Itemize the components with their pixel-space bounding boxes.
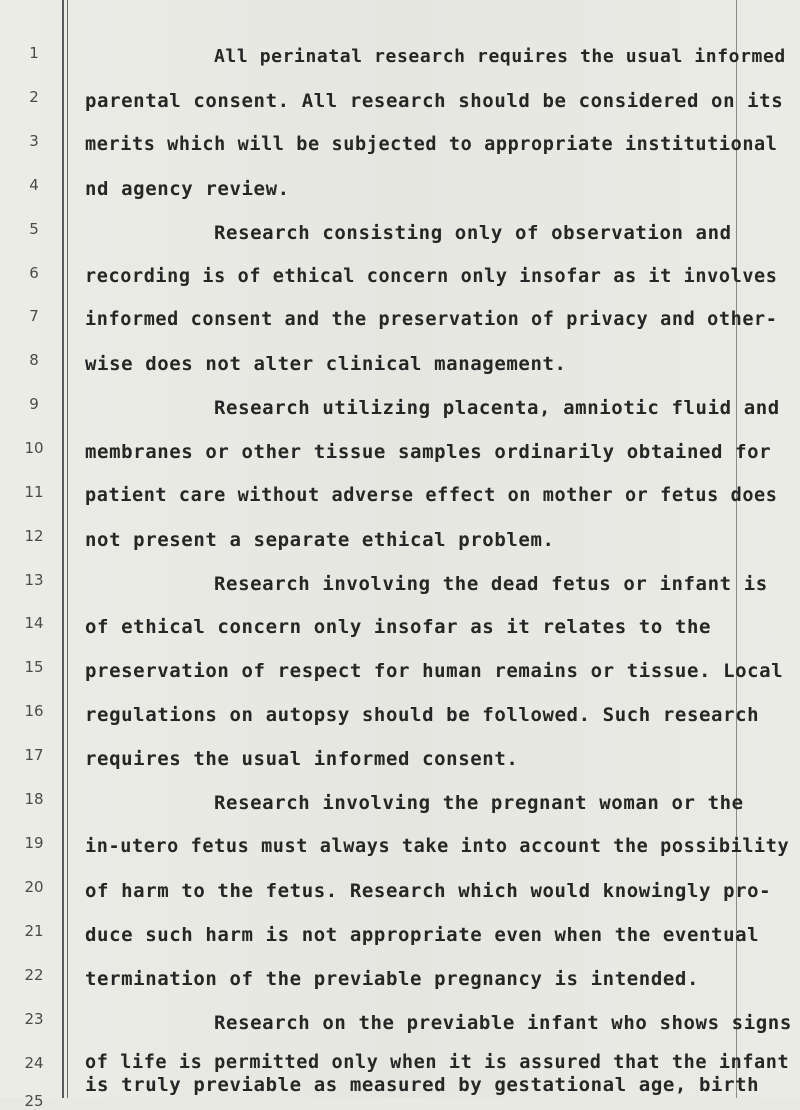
text-line: Research utilizing placenta, amniotic fluid and (214, 397, 780, 419)
line-number: 24 (24, 1054, 44, 1072)
left-margin-rule-inner (67, 0, 68, 1098)
text-line: regulations on autopsy should be followed. Such research (85, 704, 760, 726)
line-number: 19 (24, 834, 44, 852)
line-number: 25 (24, 1092, 44, 1110)
text-line: Research consisting only of observation and (214, 222, 732, 244)
text-line: nd agency review. (85, 178, 290, 200)
text-line: patient care without adverse effect on mother or fetus does (85, 485, 778, 506)
left-margin-rule (62, 0, 64, 1098)
text-line: Research on the previable infant who shows signs (214, 1012, 792, 1034)
line-number: 3 (29, 132, 39, 150)
line-number: 21 (24, 922, 44, 940)
line-number: 2 (29, 88, 39, 106)
line-number: 4 (29, 176, 39, 194)
text-line: membranes or other tissue samples ordinarily obtained for (85, 441, 772, 463)
text-line: preservation of respect for human remains or tissue. Local (85, 660, 784, 682)
line-number: 8 (29, 351, 39, 369)
line-number: 18 (24, 790, 44, 808)
text-line: of harm to the fetus. Research which would knowingly pro- (85, 880, 772, 902)
text-line: Research involving the pregnant woman or the (214, 792, 744, 814)
line-number: 9 (29, 395, 39, 413)
line-number: 1 (29, 44, 39, 62)
line-number: 5 (29, 220, 39, 238)
line-number: 13 (24, 571, 44, 589)
text-line: informed consent and the preservation of privacy and other- (85, 309, 778, 330)
line-number: 10 (24, 439, 44, 457)
text-line: merits which will be subjected to appropriate institutional (85, 134, 778, 155)
text-line: parental consent. All research should be considered on its (85, 90, 784, 112)
text-line: duce such harm is not appropriate even when the eventual (85, 924, 760, 946)
line-number: 15 (24, 658, 44, 676)
text-line: recording is of ethical concern only insofar as it involves (85, 266, 778, 287)
text-line: requires the usual informed consent. (85, 748, 519, 770)
line-number: 14 (24, 614, 44, 632)
text-line: termination of the previable pregnancy is intended. (85, 968, 699, 990)
text-line: not present a separate ethical problem. (85, 529, 555, 551)
text-line: wise does not alter clinical management. (85, 353, 567, 375)
text-line: of ethical concern only insofar as it relates to the (85, 616, 712, 638)
text-line: is truly previable as measured by gestational age, birth (85, 1074, 760, 1096)
line-number: 6 (29, 264, 39, 282)
line-number: 11 (24, 483, 44, 501)
line-number: 22 (24, 966, 44, 984)
line-number: 17 (24, 746, 44, 764)
line-number: 16 (24, 702, 44, 720)
text-line: All perinatal research requires the usual informed (214, 46, 786, 67)
text-line: Research involving the dead fetus or infant is (214, 573, 768, 595)
line-number: 12 (24, 527, 44, 545)
line-number: 23 (24, 1010, 44, 1028)
line-number: 7 (29, 307, 39, 325)
text-line: in-utero fetus must always take into account the possibility (85, 836, 790, 857)
line-number: 20 (24, 878, 44, 896)
text-line: of life is permitted only when it is assured that the infant (85, 1052, 790, 1073)
